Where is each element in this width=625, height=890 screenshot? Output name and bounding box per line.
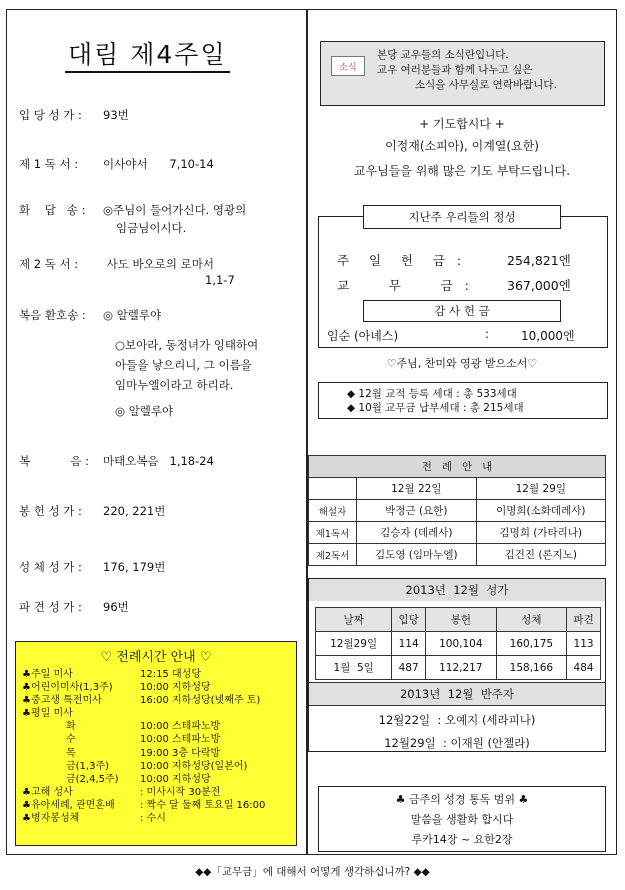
schedule-item: ♣유아세례, 관면혼배 [22,799,115,811]
schedule-time: 10:00 지하성당 [140,682,211,694]
monthly-hymn-title: 2013년 12월 성가 [309,579,605,601]
schedule-row [22,760,290,773]
monthly-cell: 112,217 [426,656,497,680]
registration-line-1: ◆ 12월 교적 등록 세대 : 총 533세대 [347,388,517,400]
psalm-value-2: 임금님이시다. [116,221,187,235]
schedule-row [22,786,290,799]
schedule-row [22,773,290,786]
monthly-cell: 1월 5일 [316,656,392,680]
registration-line-2: ◆ 10월 교무금 납부세대 : 총 215세대 [347,402,524,414]
schedule-row [22,694,290,707]
reading1-label: 제 1 독 서 : [19,157,79,171]
dismissal-hymn [19,598,129,616]
monthly-cell: 12월29일 [316,632,392,656]
guide-role: 제1독서 [309,522,357,544]
reading2-value: 사도 바오로의 로마서 [103,257,214,271]
schedule-time: 19:00 3층 다락방 [140,747,221,759]
bible-title: ♣ 금주의 성경 통독 범위 ♣ [395,793,529,806]
thanks-offering-row [327,327,575,344]
thanks-offering-value: 10,000엔 [521,329,575,343]
monthly-header-cell: 봉헌 [426,608,497,632]
monthly-cell: 158,166 [496,656,567,680]
guide-row [309,544,606,566]
guide-row [309,522,606,544]
schedule-item: 금(1,3주) [66,760,110,772]
schedule-item: 수 [66,734,76,746]
schedule-item: ♣중고생 특전미사 [22,695,102,707]
news-text [377,48,557,105]
guide-role: 해설자 [309,500,357,522]
news-logo: 소식 [331,56,365,76]
bible-reading-box [318,786,606,852]
second-reading [19,255,214,273]
mass-schedule-box [15,641,297,846]
acclamation-line-2: 아들을 낳으리니, 그 이름을 [115,358,252,372]
guide-person: 박정근 (요한) [357,500,477,522]
page-title: 대림 제4주일 [65,40,230,73]
monthly-row [316,656,601,680]
news-line-1: 본당 교우들의 소식란입니다. [377,49,509,61]
communion-hymn [19,558,165,576]
footer-question: ◆◆「교무금」에 대해서 어떻게 생각하십니까? ◆◆ [195,866,430,878]
tithe-value: 367,000엔 [507,278,571,293]
communion-label: 성 체 성 가 : [19,560,82,574]
dismissal-value: 96번 [103,600,129,614]
accompanist-1: 12월22일 : 오예지 (세라피나) [378,713,536,727]
offering-box [318,210,608,348]
schedule-row [22,668,290,681]
acclamation-label: 복음 환호송 : [19,308,86,322]
dismissal-label: 파 견 성 가 : [19,600,82,614]
schedule-row [22,799,290,812]
guide-corner-cell [309,478,357,500]
acclamation-value: ◎ 알렐루야 [103,308,162,322]
schedule-item: 목 [66,747,76,759]
sunday-offering-label: 주 일 헌 금 : [337,253,462,268]
news-box [320,41,605,106]
tithe-label: 교 무 금 : [337,278,469,293]
monthly-cell: 160,175 [496,632,567,656]
entrance-value: 93번 [103,108,129,122]
sunday-offering-value: 254,821엔 [507,253,571,268]
monthly-header-cell: 파견 [567,608,601,632]
schedule-time: 16:00 지하성당(넷째주 토) [140,695,261,707]
schedule-time: : 미사시작 30분전 [140,786,221,798]
schedule-item: ♣어린이미사(1,3주) [22,682,113,694]
left-column [7,10,306,854]
thanks-offering-colon: : [485,327,490,341]
monthly-cell: 113 [567,632,601,656]
schedule-time: 10:00 지하성당(일본어) [140,760,248,772]
monthly-header-cell: 입당 [392,608,426,632]
gospel-acclamation [19,306,161,324]
schedule-row [22,812,290,825]
schedule-row [22,747,290,760]
offertory-value: 220, 221번 [103,504,166,518]
thanks-offering-title: 감 사 헌 금 [363,300,561,322]
schedule-time: 10:00 스테파노방 [140,721,221,733]
gospel [19,452,214,470]
monthly-cell: 487 [392,656,426,680]
prayer-title: + 기도합시다 + [419,117,505,131]
sunday-offering-row [337,251,571,269]
registration-box [318,382,608,419]
schedule-row [22,733,290,746]
thanks-offering-label: 임순 (아녜스) [327,329,399,343]
first-reading [19,155,214,173]
schedule-item: ♣병자봉성체 [22,813,80,825]
news-line-3: 소식을 사무실로 연락바랍니다. [415,79,557,91]
schedule-time: : 수시 [140,813,166,825]
schedule-time: 10:00 스테파노방 [140,734,221,746]
reading1-value: 이사야서 7,10-14 [103,157,214,171]
accompanist-title: 2013년 12월 반주자 [309,682,605,706]
guide-date-2: 12월 29일 [476,478,605,500]
schedule-row [22,720,290,733]
entrance-label: 입 당 성 가 : [19,108,82,122]
acclamation-end: ◎ 알렐루야 [115,404,174,418]
bible-line-1: 말씀을 생활화 합시다 [410,813,514,826]
communion-value: 176, 179번 [103,560,166,574]
guide-person: 이명희(소화데레사) [476,500,605,522]
guide-person: 김건진 (론지노) [476,544,605,566]
news-line-2: 교우 여러분들과 함께 나누고 싶은 [377,64,533,76]
blessing-line: ♡주님, 찬미와 영광 받으소서♡ [386,357,538,370]
schedule-item: 금(2,4,5주) [66,773,119,785]
schedule-item: 화 [66,721,76,733]
schedule-row [22,707,290,720]
monthly-hymn-table [315,607,601,680]
offertory-hymn [19,502,165,520]
monthly-header-cell: 성체 [496,608,567,632]
schedule-time: 12:15 대성당 [140,669,201,680]
monthly-cell: 114 [392,632,426,656]
schedule-row [22,681,290,694]
bible-line-2: 루카14장 ~ 요한2장 [411,833,513,846]
guide-person: 김명희 (가타리나) [476,522,605,544]
schedule-item: ♣주일 미사 [22,669,73,680]
schedule-item: ♣고해 성사 [22,786,73,798]
schedule-item: ♣평일 미사 [22,708,73,720]
responsorial-psalm [19,201,246,219]
monthly-header-cell: 날짜 [316,608,392,632]
accompanist-2: 12월29일 : 이재원 (안젤라) [384,736,530,750]
monthly-row [316,632,601,656]
gospel-label: 복 음 : [19,454,89,468]
psalm-value: ◎주님이 들어가신다. 영광의 [103,203,247,217]
guide-person: 김도영 (임마누엘) [357,544,477,566]
reading2-label: 제 2 독 서 : [19,257,79,271]
liturgy-guide-title: 전 례 안 내 [309,456,606,478]
monthly-hymn-box [308,578,606,752]
monthly-header-row [316,608,601,632]
gospel-value: 마태오복음 1,18-24 [103,454,214,468]
monthly-cell: 100,104 [426,632,497,656]
offertory-label: 봉 헌 성 가 : [19,504,82,518]
reading2-chapter: 1,1-7 [205,273,235,287]
acclamation-line-3: 임마누엘이라고 하리라. [115,378,234,392]
liturgy-guide-table [308,455,606,566]
offering-title: 지난주 우리들의 정성 [363,205,561,229]
monthly-cell: 484 [567,656,601,680]
guide-person: 김승자 (데레사) [357,522,477,544]
schedule-title: ♡ 전례시간 안내 ♡ [100,650,212,665]
prayer-names: 이정재(소피아), 이계열(요한) [385,139,539,153]
bulletin-page [6,9,617,855]
schedule-time: : 짝수 달 둘째 토요일 16:00 [140,799,266,811]
guide-row [309,500,606,522]
acclamation-line-1: ○보아라, 동정녀가 잉태하여 [115,338,259,352]
guide-role: 제2독서 [309,544,357,566]
prayer-request: 교우님들을 위해 많은 기도 부탁드립니다. [353,164,571,178]
guide-date-1: 12월 22일 [357,478,477,500]
entrance-hymn [19,106,129,124]
tithe-row [337,276,571,294]
schedule-time: 10:00 지하성당 [140,773,211,785]
psalm-label: 화 답 송 : [19,203,86,217]
